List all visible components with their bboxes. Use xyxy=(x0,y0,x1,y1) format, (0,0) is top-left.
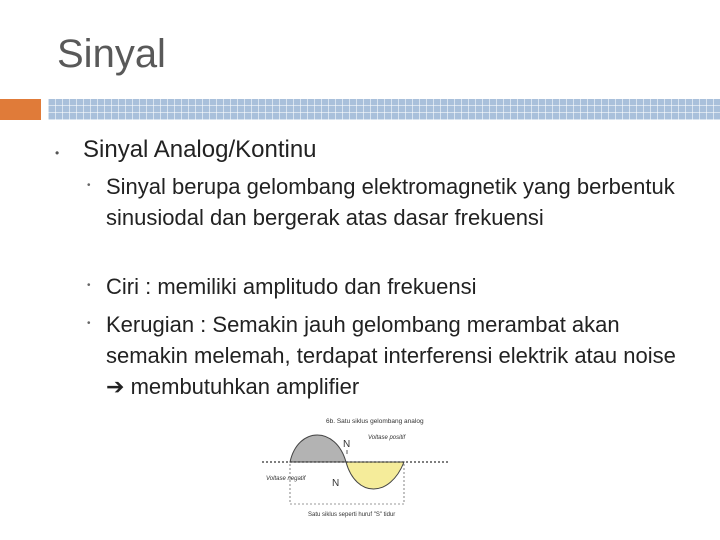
label-negative: Voltase negatif xyxy=(266,476,306,482)
bullet-marker: • xyxy=(87,180,91,191)
positive-half-wave xyxy=(290,435,346,462)
accent-bar xyxy=(0,99,41,120)
figure-caption-bottom: Satu siklus seperti huruf "S" tidur xyxy=(308,512,396,518)
negative-half-wave xyxy=(346,462,404,489)
bullet-item-3-text: Kerugian : Semakin jauh gelombang merambat akan semakin melemah, terdapat interferensi elektrik atau noise xyxy=(106,312,676,368)
bullet-item-3-suffix: membutuhkan amplifier xyxy=(130,374,360,399)
bullet-item-2: Ciri : memiliki amplitudo dan frekuensi xyxy=(106,274,477,299)
bullet-marker: • xyxy=(87,280,91,291)
bullet-item-3 xyxy=(106,309,686,402)
label-n-top: N xyxy=(343,439,351,450)
slide-title: Sinyal xyxy=(57,32,166,76)
figure-caption-top: 6b. Satu siklus gelombang analog xyxy=(326,418,424,425)
analog-wave-figure xyxy=(258,412,448,524)
bullet-marker: • xyxy=(55,146,60,160)
header-bar xyxy=(48,99,720,120)
label-n-bottom: N xyxy=(332,478,340,489)
level1-heading: Sinyal Analog/Kontinu xyxy=(83,136,317,163)
bullet-item-1: Sinyal berupa gelombang elektromagnetik yang berbentuk sinusiodal dan bergerak atas dasar frekuensi xyxy=(106,174,675,230)
label-positive: Voltase positif xyxy=(368,435,406,441)
right-arrow-icon: ➔ xyxy=(106,374,125,399)
bullet-marker: • xyxy=(87,318,91,329)
